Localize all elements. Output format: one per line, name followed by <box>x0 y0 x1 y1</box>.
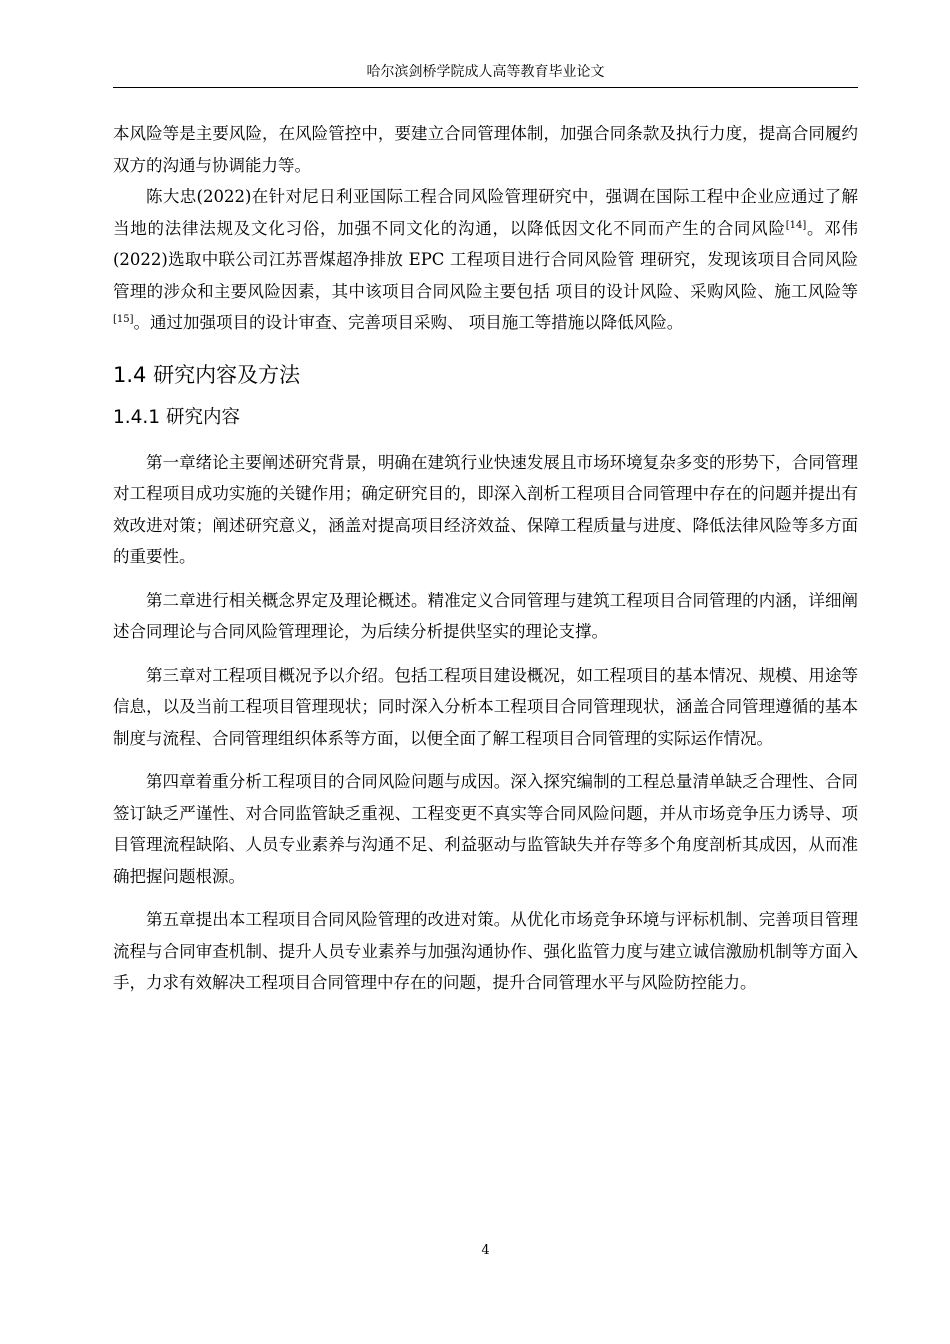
paragraph-text: 。通过加强项目的设计审查、完善项目采购、 项目施工等措施以降低风险。 <box>133 313 684 332</box>
citation-ref: [14] <box>785 219 807 231</box>
header-rule <box>113 87 858 88</box>
subsection-heading: 1.4.1 研究内容 <box>113 406 240 428</box>
chapter-paragraph: 第二章进行相关概念界定及理论概述。精准定义合同管理与建筑工程项目合同管理的内涵，详细阐述合同理论与合同风险管理理论，为后续分析提供坚实的理论支撑。 <box>113 590 858 641</box>
paragraph-text: 。邓伟(2022)选取中联公司江苏晋煤超净排放 EPC 工程项目进行合同风险管 理研究，发现该项目合同风险管理的涉众和主要风险因素，其中该项目合同风险主要包括 项目的设计风险、采购风险、施工风险等 <box>113 218 859 301</box>
chapter-paragraph: 第五章提出本工程项目合同风险管理的改进对策。从优化市场竞争环境与评标机制、完善项目管理流程与合同审查机制、提升人员专业素养与加强沟通协作、强化监管力度与建立诚信激励机制等方面入手，力求有效解决工程项目合同管理中存在的问题，提升合同管理水平与风险防控能力。 <box>113 910 858 992</box>
chapter-paragraph: 第四章着重分析工程项目的合同风险问题与成因。深入探究编制的工程总量清单缺乏合理性、合同签订缺乏严谨性、对合同监管缺乏重视、工程变更不真实等合同风险问题，并从市场竞争压力诱导、项目管理流程缺陷、人员专业素养与沟通不足、利益驱动与监管缺失并存等多个角度剖析其成因，从而准确把握问题根源。 <box>113 772 858 886</box>
page-number: 4 <box>481 1243 490 1258</box>
running-header: 哈尔滨剑桥学院成人高等教育毕业论文 <box>366 64 605 80</box>
section-heading: 1.4 研究内容及方法 <box>113 362 301 387</box>
paragraph-literature <box>113 181 858 339</box>
paragraph-text: 陈大忠(2022)在针对尼日利亚国际工程合同风险管理研究中，强调在国际工程中企业应通过了解当地的法律法规及文化习俗，加强不同文化的沟通，以降低因文化不同而产生的合同风险 <box>113 187 858 238</box>
page-body <box>113 118 858 999</box>
chapter-paragraph: 第一章绪论主要阐述研究背景，明确在建筑行业快速发展且市场环境复杂多变的形势下，合同管理对工程项目成功实施的关键作用；确定研究目的，即深入剖析工程项目合同管理中存在的问题并提出有效改进对策；阐述研究意义，涵盖对提高项目经济效益、保障工程质量与进度、降低法律风险等多方面的重要性。 <box>113 452 858 566</box>
citation-ref: [15] <box>113 314 134 325</box>
paragraph-continued: 本风险等是主要风险，在风险管控中，要建立合同管理体制，加强合同条款及执行力度，提高合同履约双方的沟通与协调能力等。 <box>113 124 858 175</box>
chapter-paragraph: 第三章对工程项目概况予以介绍。包括工程项目建设概况，如工程项目的基本情况、规模、用途等信息，以及当前工程项目管理现状；同时深入分析本工程项目合同管理现状，涵盖合同管理遵循的基本制度与流程、合同管理组织体系等方面，以便全面了解工程项目合同管理的实际运作情况。 <box>113 665 858 748</box>
